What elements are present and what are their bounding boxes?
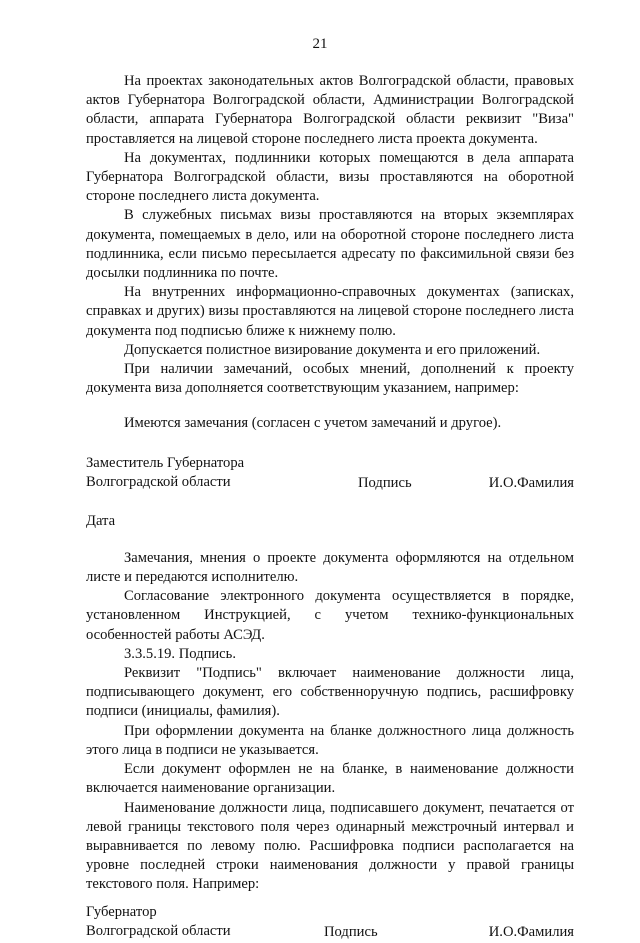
paragraph-signature-layout: Наименование должности лица, подписавшего документ, печатается от левой границы текстового поля через одинарный межстрочный интервал и выравнивается по левому полю. Расшифровка подписи располагается на уровне последней строки наименования должности у правой границы текстового поля. Например: [86,799,574,893]
page-content [86,72,574,943]
paragraph-signature-blank: При оформлении документа на бланке должностного лица должность этого лица в подписи не указывается. [86,722,574,758]
signature-placeholder: Подпись [324,924,378,941]
paragraph-signature-no-blank: Если документ оформлен не на бланке, в наименование должности включается наименование организации. [86,761,574,797]
section-heading-signature: 3.3.5.19. Подпись. [124,645,236,662]
date-label: Дата [86,512,116,529]
signer-name: И.О.Фамилия [488,924,574,941]
signer-position-line-2: Волгоградской области [86,473,231,490]
signer-position-line-1: Губернатор [86,903,157,920]
signer-name: И.О.Фамилия [488,475,574,492]
page-number: 21 [312,36,328,52]
signature-example-deputy [86,454,574,494]
section-remarks-and-signature [86,549,574,895]
paragraph-visa-letters: В служебных письмах визы проставляются на вторых экземплярах документа, помещаемых в дело, или на оборотной стороне последнего листа подлинника, если письмо пересылается адресату по факсимильной связи без досылки подлинника по почте. [86,207,574,282]
paragraph-electronic-approval: Согласование электронного документа осуществляется в порядке, установленном Инструкцией, с учетом технико-функциональных особенностей работы АСЭД. [86,588,574,643]
paragraph-visa-per-page: Допускается полистное визирование документа и его приложений. [124,341,541,358]
signer-position-line-1: Заместитель Губернатора [86,454,245,471]
paragraph-visa-originals: На документах, подлинники которых помещаются в дела аппарата Губернатора Волгоградской области, визы проставляются на оборотной стороне последнего листа документа. [86,149,574,205]
paragraph-remarks-separate: Замечания, мнения о проекте документа оформляются на отдельном листе и передаются исполнителю. [86,549,574,586]
signer-position-line-2: Волгоградской области [86,922,231,939]
paragraph-signature-definition: Реквизит "Подпись" включает наименование должности лица, подписывающего документ, его собственноручную подпись, расшифровку подписи (инициалы, фамилия). [86,665,574,720]
example-note: Имеются замечания (согласен с учетом замечаний и другое). [124,415,502,432]
paragraph-visa-remarks: При наличии замечаний, особых мнений, дополнений к проекту документа виза дополняется соответствующим указанием, например: [86,361,574,397]
paragraph-visa-legislative: На проектах законодательных актов Волгоградской области, правовых актов Губернатора Волгоградской области, Администрации Волгоградской области, аппарата Губернатора Волгоградской области реквизит "Виза" проставляется на лицевой стороне последнего листа проекта документа. [86,73,574,147]
signature-example-governor [86,903,574,943]
paragraph-visa-internal: На внутренних информационно-справочных документах (записках, справках и других) визы проставляются на лицевой стороне последнего листа документа под подписью ближе к нижнему полю. [86,284,574,339]
signature-placeholder: Подпись [358,475,412,492]
